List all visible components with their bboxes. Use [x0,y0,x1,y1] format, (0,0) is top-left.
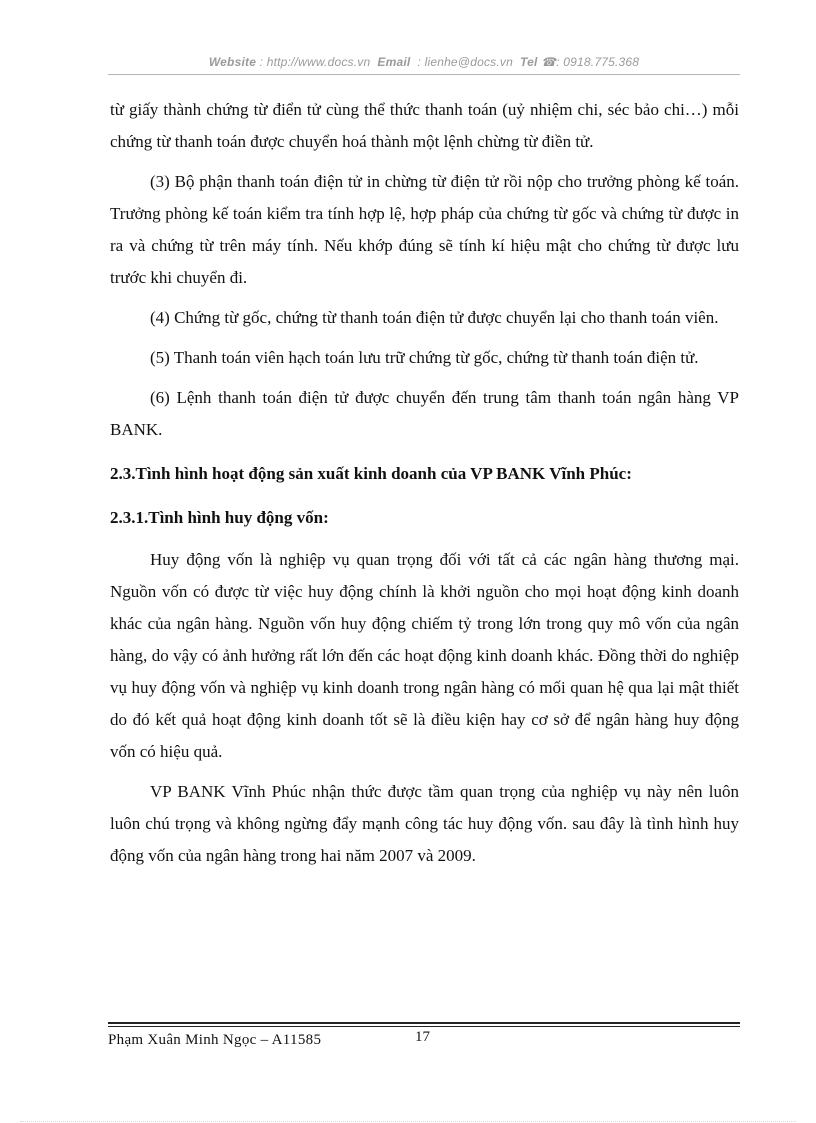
paragraph-1: từ giấy thành chứng từ điển tử cùng thể thức thanh toán (uỷ nhiệm chi, séc bảo chi…) mỗi chứng từ thanh toán được chuyển hoá thành một lệnh chừng từ điền tử. [110,100,739,151]
paragraph-vpbank-awareness: VP BANK Vĩnh Phúc nhận thức được tầm quan trọng của nghiệp vụ này nên luôn luôn chú trọng và không ngừng đẩy mạnh công tác huy động vốn. sau đây là tình hình huy động vốn của ngân hàng trong hai năm 2007 và 2009. [110,782,739,865]
page-header [108,55,740,69]
paragraph-step-4: (4) Chứng từ gốc, chứng từ thanh toán điện tử được chuyển lại cho thanh toán viên. [150,308,719,327]
page-number: 17 [415,1029,430,1045]
tel-number: : 0918.775.368 [556,55,640,69]
website-url: : http://www.docs.vn [259,55,371,69]
footer-author: Phạm Xuân Minh Ngọc – A11585 [108,1032,322,1048]
section-heading: 2.3.Tình hình hoạt động sản xuất kinh doanh của VP BANK Vĩnh Phúc: [110,464,632,483]
paragraph-step-6: (6) Lệnh thanh toán điện tử được chuyển đến trung tâm thanh toán ngân hàng VP BANK. [110,388,739,439]
phone-icon: ☎ [541,55,557,69]
paragraph-capital-mobilization: Huy động vốn là nghiệp vụ quan trọng đối với tất cả các ngân hàng thương mại. Nguồn vốn có được từ việc huy động chính là khởi nguồn cho mọi hoạt động kinh doanh khác của ngân hàng. Nguồn vốn huy động chiếm tỷ trong lớn trong quy mô vốn của ngân hàng, do vậy có ảnh hưởng rất lớn đến các hoạt động kinh doanh khác. Đồng thời do nghiệp vụ huy động vốn và nghiệp vụ kinh doanh trong ngân hàng có mối quan hệ qua lại mật thiết do đó kết quả hoạt động kinh doanh tốt sẽ là điều kiện hay cơ sở để ngân hàng huy động vốn có hiệu quả. [110,550,739,761]
page-bottom-border [20,1121,796,1122]
document-body [110,94,739,880]
header-divider [108,74,740,75]
email-label: Email [377,55,411,69]
footer-divider-thick [108,1022,740,1024]
website-label: Website [208,55,257,69]
paragraph-step-5: (5) Thanh toán viên hạch toán lưu trữ chứng từ gốc, chứng từ thanh toán điện tử. [150,348,699,367]
tel-label: Tel [520,55,538,69]
paragraph-step-3: (3) Bộ phận thanh toán điện tử in chừng từ điện tử rồi nộp cho trưởng phòng kế toán. Trưởng phòng kế toán kiểm tra tính hợp lệ, hợp pháp của chứng từ gốc và chứng từ được in ra và chứng từ trên máy tính. Nếu khớp đúng sẽ tính kí hiệu mật cho chứng từ được lưu trước khi chuyển đi. [110,172,739,287]
email-address: : lienhe@docs.vn [417,55,513,69]
footer-divider-thin [108,1026,740,1027]
subsection-heading: 2.3.1.Tình hình huy động vốn: [110,508,329,527]
